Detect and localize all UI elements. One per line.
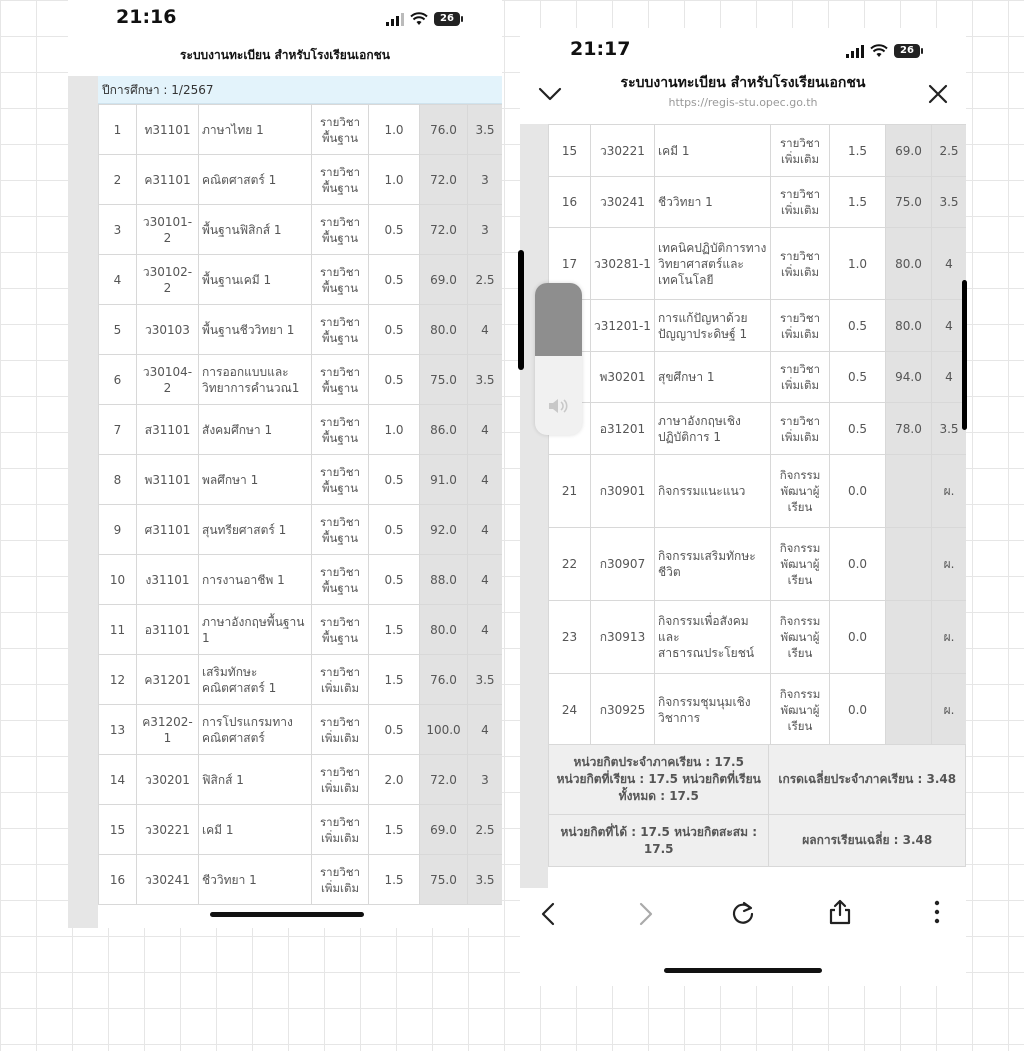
course-type: รายวิชาเพิ่มเติม [771, 125, 830, 177]
grade: 4 [932, 228, 967, 300]
course-name: เคมี 1 [655, 125, 771, 177]
course-code: ว30221 [591, 125, 655, 177]
table-row [99, 205, 503, 255]
grade: 3 [468, 155, 503, 205]
score: 80.0 [420, 305, 468, 355]
page-title: ระบบงานทะเบียน สำหรับโรงเรียนเอกชน [620, 75, 866, 91]
table-row [99, 355, 503, 405]
course-type: รายวิชาพื้นฐาน [312, 455, 369, 505]
grade: 3.5 [468, 855, 503, 905]
course-code: ว30241 [137, 855, 199, 905]
course-name: การแก้ปัญหาด้วยปัญญาประดิษฐ์ 1 [655, 300, 771, 352]
row-number: 16 [549, 177, 591, 228]
course-code: ค31202-1 [137, 705, 199, 755]
row-number: 11 [99, 605, 137, 655]
left-screenshot [68, 0, 502, 928]
grade: 4 [468, 405, 503, 455]
credits: 0.5 [830, 352, 886, 403]
reload-icon[interactable] [730, 900, 756, 930]
course-name: พื้นฐานฟิสิกส์ 1 [199, 205, 312, 255]
credits: 0.5 [369, 205, 420, 255]
course-type: รายวิชาพื้นฐาน [312, 505, 369, 555]
course-code: ว31201-1 [591, 300, 655, 352]
wifi-icon [870, 44, 888, 58]
credits: 1.0 [369, 405, 420, 455]
signal-icon [386, 13, 404, 26]
credits: 0.0 [830, 528, 886, 601]
course-code: ง31101 [137, 555, 199, 605]
status-bar [68, 4, 502, 38]
course-code: อ31101 [137, 605, 199, 655]
course-code: ว30201 [137, 755, 199, 805]
credits: 0.5 [369, 505, 420, 555]
course-code: ว30102-2 [137, 255, 199, 305]
row-number: 7 [99, 405, 137, 455]
row-number: 9 [99, 505, 137, 555]
score: 69.0 [420, 805, 468, 855]
course-code: ค31101 [137, 155, 199, 205]
grade: 4 [468, 605, 503, 655]
score: 75.0 [420, 855, 468, 905]
score [886, 601, 932, 674]
credits: 0.5 [830, 403, 886, 455]
credits: 1.0 [830, 228, 886, 300]
grade: 4 [932, 352, 967, 403]
row-number: 3 [99, 205, 137, 255]
row-number: 6 [99, 355, 137, 405]
table-row [99, 855, 503, 905]
table-row [99, 105, 503, 155]
credits: 1.5 [830, 177, 886, 228]
score: 72.0 [420, 155, 468, 205]
score: 75.0 [420, 355, 468, 405]
table-row [99, 305, 503, 355]
credits: 0.5 [369, 555, 420, 605]
course-name: การงานอาชีพ 1 [199, 555, 312, 605]
table-row [99, 455, 503, 505]
course-type: รายวิชาเพิ่มเติม [771, 352, 830, 403]
grade: 3 [468, 755, 503, 805]
course-code: ว30281-1 [591, 228, 655, 300]
course-name: เสริมทักษะคณิตศาสตร์ 1 [199, 655, 312, 705]
credits-earned: หน่วยกิตที่ได้ : 17.5 หน่วยกิตสะสม : 17.5 [549, 815, 769, 867]
page-title: ระบบงานทะเบียน สำหรับโรงเรียนเอกชน [180, 48, 390, 62]
page-url: https://regis-stu.opec.go.th [668, 96, 818, 109]
grade: 3.5 [468, 105, 503, 155]
back-button[interactable] [540, 902, 556, 930]
course-code: ว30103 [137, 305, 199, 355]
grade: 4 [468, 505, 503, 555]
credits: 0.5 [369, 455, 420, 505]
course-type: รายวิชาเพิ่มเติม [312, 655, 369, 705]
table-row [549, 228, 967, 300]
row-number: 2 [99, 155, 137, 205]
course-name: เคมี 1 [199, 805, 312, 855]
table-row [99, 705, 503, 755]
credits: 0.0 [830, 601, 886, 674]
table-row [99, 155, 503, 205]
status-icons [846, 44, 920, 58]
share-icon[interactable] [827, 898, 853, 930]
course-type: รายวิชาเพิ่มเติม [312, 805, 369, 855]
credits: 1.5 [369, 855, 420, 905]
grade: 2.5 [468, 255, 503, 305]
course-code: ก30913 [591, 601, 655, 674]
course-name: พื้นฐานชีววิทยา 1 [199, 305, 312, 355]
course-name: กิจกรรมชุมนุมเชิงวิชาการ [655, 674, 771, 746]
course-name: ชีววิทยา 1 [199, 855, 312, 905]
score: 80.0 [886, 228, 932, 300]
course-name: กิจกรรมเสริมทักษะชีวิต [655, 528, 771, 601]
credits: 1.5 [830, 125, 886, 177]
table-row [99, 255, 503, 305]
row-number: 13 [99, 705, 137, 755]
row-number: 17 [549, 228, 591, 300]
course-type: รายวิชาพื้นฐาน [312, 105, 369, 155]
close-icon[interactable] [928, 84, 948, 108]
score: 76.0 [420, 655, 468, 705]
course-type: กิจกรรมพัฒนาผู้เรียน [771, 674, 830, 746]
course-name: กิจกรรมเพื่อสังคมและสาธารณประโยชน์ [655, 601, 771, 674]
home-indicator[interactable] [664, 968, 822, 973]
credits: 0.5 [369, 305, 420, 355]
course-type: รายวิชาพื้นฐาน [312, 155, 369, 205]
course-type: รายวิชาเพิ่มเติม [312, 855, 369, 905]
table-row [549, 352, 967, 403]
credits: 0.0 [830, 455, 886, 528]
overall-gpa: ผลการเรียนเฉลี่ย : 3.48 [769, 815, 966, 867]
course-code: ท31101 [137, 105, 199, 155]
credits: 0.0 [830, 674, 886, 746]
grade: ผ. [932, 455, 967, 528]
credits: 2.0 [369, 755, 420, 805]
course-type: กิจกรรมพัฒนาผู้เรียน [771, 601, 830, 674]
table-row [549, 601, 967, 674]
score: 78.0 [886, 403, 932, 455]
course-type: รายวิชาเพิ่มเติม [771, 403, 830, 455]
forward-button[interactable] [638, 902, 654, 930]
course-code: ศ31101 [137, 505, 199, 555]
signal-icon [846, 45, 864, 58]
table-row [549, 125, 967, 177]
course-name: สุขศึกษา 1 [655, 352, 771, 403]
score: 88.0 [420, 555, 468, 605]
table-row [549, 177, 967, 228]
credits: 0.5 [369, 705, 420, 755]
score: 72.0 [420, 205, 468, 255]
course-name: สังคมศึกษา 1 [199, 405, 312, 455]
grades-table [548, 124, 966, 746]
grade: 4 [468, 705, 503, 755]
credits: 1.5 [369, 655, 420, 705]
credits: 0.5 [830, 300, 886, 352]
score [886, 528, 932, 601]
home-indicator[interactable] [210, 912, 364, 917]
battery-icon: 26 [434, 12, 460, 26]
row-number: 22 [549, 528, 591, 601]
row-number: 5 [99, 305, 137, 355]
row-number: 10 [99, 555, 137, 605]
course-type: รายวิชาพื้นฐาน [312, 205, 369, 255]
wifi-icon [410, 12, 428, 26]
browser-header [520, 72, 966, 122]
score: 86.0 [420, 405, 468, 455]
credits: 0.5 [369, 355, 420, 405]
semester-credits: หน่วยกิตประจำภาคเรียน : 17.5 หน่วยกิตที่เรียน : 17.5 หน่วยกิตที่เรียนทั้งหมด : 17.5 [549, 745, 769, 815]
course-code: ก30901 [591, 455, 655, 528]
grade: ผ. [932, 601, 967, 674]
table-row [99, 655, 503, 705]
course-code: ก30907 [591, 528, 655, 601]
course-code: อ31201 [591, 403, 655, 455]
course-type: รายวิชาพื้นฐาน [312, 605, 369, 655]
status-bar [520, 36, 966, 70]
score: 72.0 [420, 755, 468, 805]
grade: 4 [932, 300, 967, 352]
course-code: ว30241 [591, 177, 655, 228]
course-code: ก30925 [591, 674, 655, 746]
score: 94.0 [886, 352, 932, 403]
grade: 3.5 [468, 655, 503, 705]
row-number: 1 [99, 105, 137, 155]
course-type: รายวิชาเพิ่มเติม [771, 300, 830, 352]
course-type: รายวิชาพื้นฐาน [312, 405, 369, 455]
row-number: 15 [549, 125, 591, 177]
status-time: 21:16 [116, 6, 177, 28]
course-name: ภาษาอังกฤษพื้นฐาน 1 [199, 605, 312, 655]
course-type: กิจกรรมพัฒนาผู้เรียน [771, 528, 830, 601]
table-row [549, 300, 967, 352]
row-number: 4 [99, 255, 137, 305]
course-name: คณิตศาสตร์ 1 [199, 155, 312, 205]
credits: 1.5 [369, 605, 420, 655]
table-row [549, 674, 967, 746]
grade: 4 [468, 555, 503, 605]
row-number: 15 [99, 805, 137, 855]
row-number: 21 [549, 455, 591, 528]
score: 69.0 [420, 255, 468, 305]
course-name: สุนทรียศาสตร์ 1 [199, 505, 312, 555]
course-type: รายวิชาพื้นฐาน [312, 555, 369, 605]
course-code: ว30221 [137, 805, 199, 855]
course-code: พ30201 [591, 352, 655, 403]
course-type: รายวิชาพื้นฐาน [312, 305, 369, 355]
score: 80.0 [886, 300, 932, 352]
table-row [99, 805, 503, 855]
row-number: 24 [549, 674, 591, 746]
course-name: ภาษาอังกฤษเชิงปฏิบัติการ 1 [655, 403, 771, 455]
battery-icon: 26 [894, 44, 920, 58]
table-row [99, 755, 503, 805]
score: 75.0 [886, 177, 932, 228]
course-type: กิจกรรมพัฒนาผู้เรียน [771, 455, 830, 528]
credits: 1.0 [369, 155, 420, 205]
volume-level-fill [535, 283, 582, 356]
grade: 2.5 [932, 125, 967, 177]
right-screenshot [520, 28, 966, 986]
volume-hud[interactable] [535, 283, 582, 435]
table-row [549, 403, 967, 455]
credits: 1.5 [369, 805, 420, 855]
browser-toolbar [520, 886, 966, 946]
course-code: ว30101-2 [137, 205, 199, 255]
row-number: 16 [99, 855, 137, 905]
course-name: การออกแบบและวิทยาการคำนวณ1 [199, 355, 312, 405]
course-name: เทคนิคปฏิบัติการทางวิทยาศาสตร์และเทคโนโลยี [655, 228, 771, 300]
row-number: 14 [99, 755, 137, 805]
course-code: ว30104-2 [137, 355, 199, 405]
grade: 3.5 [468, 355, 503, 405]
course-code: ส31101 [137, 405, 199, 455]
left-side-strip [68, 76, 98, 928]
credits: 0.5 [369, 255, 420, 305]
course-code: พ31101 [137, 455, 199, 505]
course-type: รายวิชาเพิ่มเติม [771, 228, 830, 300]
course-name: ชีววิทยา 1 [655, 177, 771, 228]
credits: 1.0 [369, 105, 420, 155]
grade: 3.5 [932, 177, 967, 228]
summary-table [548, 744, 966, 867]
academic-year-label: ปีการศึกษา : 1/2567 [98, 76, 502, 104]
score [886, 674, 932, 746]
course-type: รายวิชาพื้นฐาน [312, 355, 369, 405]
table-row [99, 555, 503, 605]
course-name: กิจกรรมแนะแนว [655, 455, 771, 528]
score: 76.0 [420, 105, 468, 155]
grade: ผ. [932, 528, 967, 601]
score [886, 455, 932, 528]
table-row [549, 528, 967, 601]
score: 92.0 [420, 505, 468, 555]
course-type: รายวิชาเพิ่มเติม [312, 705, 369, 755]
grade: 3.5 [932, 403, 967, 455]
course-type: รายวิชาพื้นฐาน [312, 255, 369, 305]
grade: ผ. [932, 674, 967, 746]
course-type: รายวิชาเพิ่มเติม [771, 177, 830, 228]
table-row [99, 605, 503, 655]
row-number: 12 [99, 655, 137, 705]
more-options-icon[interactable] [934, 900, 940, 928]
score: 100.0 [420, 705, 468, 755]
score: 80.0 [420, 605, 468, 655]
status-time: 21:17 [570, 38, 631, 60]
score: 91.0 [420, 455, 468, 505]
row-number: 8 [99, 455, 137, 505]
grade: 2.5 [468, 805, 503, 855]
course-name: พื้นฐานเคมี 1 [199, 255, 312, 305]
row-number: 23 [549, 601, 591, 674]
semester-gpa: เกรดเฉลี่ยประจำภาคเรียน : 3.48 [769, 745, 966, 815]
speaker-icon [547, 397, 571, 419]
device-edge [518, 250, 524, 370]
table-row [99, 405, 503, 455]
grade: 4 [468, 305, 503, 355]
grade: 4 [468, 455, 503, 505]
table-row [549, 455, 967, 528]
grades-table [98, 104, 502, 905]
device-edge [962, 280, 967, 430]
grade: 3 [468, 205, 503, 255]
right-side-strip [520, 124, 548, 888]
course-type: รายวิชาเพิ่มเติม [312, 755, 369, 805]
status-icons [386, 12, 460, 26]
course-code: ค31201 [137, 655, 199, 705]
course-name: ฟิสิกส์ 1 [199, 755, 312, 805]
course-name: ภาษาไทย 1 [199, 105, 312, 155]
course-name: พลศึกษา 1 [199, 455, 312, 505]
course-name: การโปรแกรมทางคณิตศาสตร์ [199, 705, 312, 755]
score: 69.0 [886, 125, 932, 177]
table-row [99, 505, 503, 555]
